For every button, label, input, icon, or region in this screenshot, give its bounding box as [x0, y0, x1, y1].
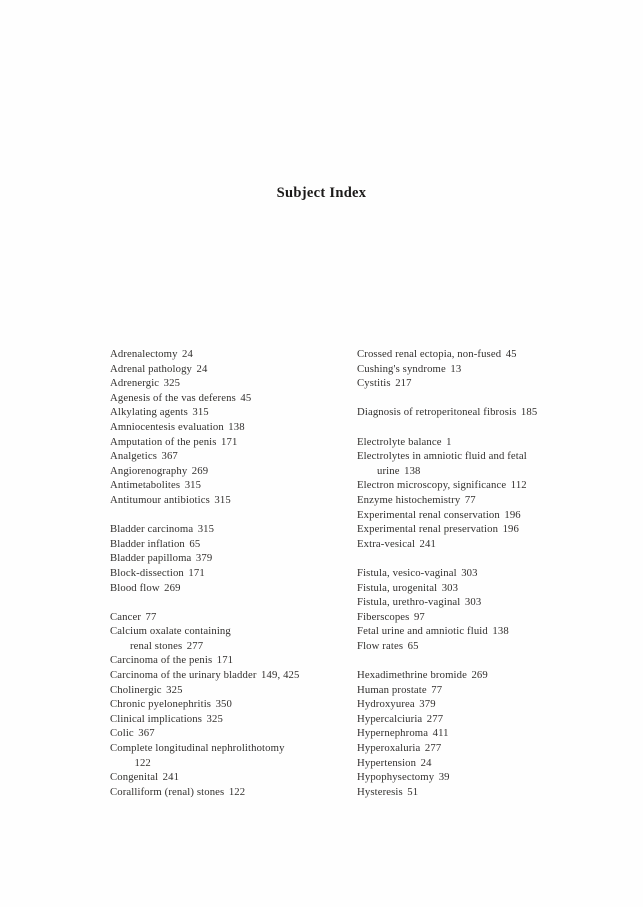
index-entry: [357, 464, 615, 479]
index-entry-pages: 171: [216, 654, 234, 667]
index-entry-pages: 303: [441, 581, 459, 594]
index-entry: [110, 741, 360, 756]
page-title: Subject Index: [276, 185, 367, 201]
index-entry: [110, 493, 360, 508]
index-entry-text: Fistula, vesico-vaginal: [357, 566, 457, 579]
index-entry: [110, 449, 360, 464]
index-entry-text: Antimetabolites: [110, 479, 181, 492]
index-entry-text: Carcinoma of the penis: [110, 654, 213, 667]
index-entry-pages: 112: [510, 479, 527, 492]
index-entry: [110, 653, 360, 668]
index-entry-text: Colic: [110, 727, 134, 740]
index-entry: [110, 624, 360, 639]
index-entry-text: Hydroxyurea: [357, 698, 415, 711]
index-entry: [357, 508, 615, 523]
index-entry: [357, 347, 615, 362]
index-entry-pages: 122: [228, 785, 246, 798]
index-entry: [110, 770, 360, 785]
index-entry: [110, 391, 360, 406]
index-entry-text: Crossed renal ectopia, non-fused: [357, 348, 502, 360]
index-entry-text: Adrenalectomy: [110, 348, 178, 360]
index-entry-pages: 379: [419, 698, 436, 711]
index-entry: [357, 624, 615, 639]
index-entry-pages: 149, 425: [261, 669, 300, 682]
index-group-b: [110, 522, 360, 595]
index-entry-pages: 185: [520, 406, 538, 419]
index-entry: [110, 362, 360, 377]
index-entry-text: Complete longitudinal nephrolithotomy: [110, 742, 285, 755]
index-entry-text: Agenesis of the vas deferens: [110, 391, 236, 404]
index-entry-pages: 138: [404, 464, 421, 477]
index-entry-pages: 367: [138, 727, 155, 740]
index-entry-pages: 269: [471, 669, 488, 682]
index-entry-text: Alkylating agents: [110, 406, 188, 419]
index-column-right: [357, 347, 615, 799]
index-entry: [357, 639, 615, 654]
index-entry-text: Enzyme histochemistry: [357, 493, 461, 506]
index-entry: [110, 522, 360, 537]
index-entry-text: Amniocentesis evaluation: [110, 420, 224, 433]
index-entry-pages: 325: [166, 683, 183, 696]
index-group-a: [110, 347, 360, 508]
index-entry-pages: 24: [182, 348, 193, 360]
index-entry-pages: 77: [145, 610, 157, 623]
index-entry-text: Antitumour antibiotics: [110, 493, 210, 506]
index-entry: [357, 770, 615, 785]
index-entry: [357, 581, 615, 596]
index-entry-text: Electron microscopy, significance: [357, 479, 507, 492]
index-entry-pages: 315: [197, 523, 215, 536]
index-entry: [357, 435, 615, 450]
index-entry-pages: 277: [426, 712, 444, 725]
index-entry: [110, 405, 360, 420]
index-entry: [357, 741, 615, 756]
index-entry: [110, 610, 360, 625]
index-entry-pages: 325: [206, 712, 223, 725]
index-entry: [357, 595, 615, 610]
index-entry-pages: 51: [407, 785, 419, 798]
index-entry-pages: 24: [196, 362, 208, 375]
index-group-h: [357, 668, 615, 799]
index-group-d: [357, 405, 615, 420]
index-entry-pages: 303: [461, 566, 478, 579]
index-entry-pages: 325: [163, 377, 181, 390]
index-entry-text: Fistula, urethro-vaginal: [357, 596, 461, 609]
index-entry-pages: 1: [446, 435, 452, 448]
index-entry-text: renal stones: [130, 639, 183, 652]
index-entry-text: Angiorenography: [110, 464, 188, 477]
index-entry-text: Fiberscopes: [357, 610, 410, 623]
index-entry-text: Experimental renal preservation: [357, 523, 499, 536]
index-entry-pages: 277: [424, 742, 442, 755]
index-entry: [110, 435, 360, 450]
index-entry: [357, 566, 615, 581]
index-entry-pages: 217: [395, 377, 412, 390]
index-entry-text: Block-dissection: [110, 566, 184, 579]
index-entry-text: Coralliform (renal) stones: [110, 785, 225, 798]
index-entry-pages: 65: [189, 537, 201, 550]
index-entry-pages: 350: [215, 698, 232, 711]
index-entry: [357, 493, 615, 508]
index-entry: [110, 537, 360, 552]
index-entry: [110, 581, 360, 596]
index-entry-text: Flow rates: [357, 639, 404, 652]
index-entry: [110, 551, 360, 566]
index-entry-pages: 196: [504, 508, 521, 521]
index-entry-pages: 138: [492, 625, 509, 638]
index-entry-pages: 65: [407, 639, 419, 652]
index-entry-text: Blood flow: [110, 581, 160, 594]
index-entry-text: Diagnosis of retroperitoneal fibrosis: [357, 406, 517, 419]
index-entry-pages: 269: [191, 464, 209, 477]
index-entry: [110, 478, 360, 493]
index-entry-pages: 411: [432, 727, 449, 740]
index-entry: [110, 697, 360, 712]
index-entry-text: Amputation of the penis: [110, 435, 217, 448]
index-entry-text: Extra-vesical: [357, 537, 416, 550]
index-entry: [110, 639, 360, 654]
index-entry-text: Fistula, urogenital: [357, 581, 438, 594]
index-entry-text: Cushing's syndrome: [357, 362, 446, 375]
index-entry-text: Hypercalciuria: [357, 712, 423, 725]
index-entry: [357, 610, 615, 625]
index-entry-text: Congenital: [110, 771, 159, 784]
index-entry: [110, 668, 360, 683]
index-entry-pages: 379: [195, 552, 213, 565]
index-entry: [357, 362, 615, 377]
index-entry-pages: 171: [221, 435, 238, 448]
index-group-c: [357, 347, 615, 391]
index-entry-pages: 45: [240, 391, 252, 404]
index-entry: [357, 726, 615, 741]
index-entry: [357, 785, 615, 800]
index-entry-pages: 171: [188, 566, 205, 579]
index-entry-pages: 269: [164, 581, 181, 594]
index-entry: [110, 712, 360, 727]
index-entry: [110, 347, 360, 362]
index-entry: [110, 756, 360, 771]
index-entry: [357, 537, 615, 552]
index-entry-text: Bladder carcinoma: [110, 523, 194, 536]
index-entry-pages: 315: [184, 479, 202, 492]
index-entry-text: Bladder papilloma: [110, 552, 192, 565]
index-entry-pages: 303: [464, 596, 482, 609]
index-column-left: [110, 347, 360, 799]
index-entry-pages: 315: [214, 493, 231, 506]
index-entry: [357, 668, 615, 683]
index-entry-text: Electrolyte balance: [357, 435, 442, 448]
index-group-c: [110, 610, 360, 800]
index-entry-text: Chronic pyelonephritis: [110, 698, 212, 711]
index-entry-pages: 77: [464, 493, 476, 506]
index-entry-text: Calcium oxalate containing: [110, 625, 231, 638]
index-entry-text: Hypernephroma: [357, 727, 429, 740]
index-entry: [357, 478, 615, 493]
index-entry-text: Clinical implications: [110, 712, 203, 725]
index-entry-text: Cystitis: [357, 377, 391, 390]
index-entry-pages: 39: [438, 771, 450, 784]
index-entry-text: Hysteresis: [357, 785, 403, 798]
index-entry-text: Hypertension: [357, 756, 417, 769]
index-entry-text: Human prostate: [357, 683, 427, 696]
index-entry-text: Bladder inflation: [110, 537, 185, 550]
index-entry-pages: 45: [505, 348, 517, 360]
index-entry-text: Electrolytes in amniotic fluid and fetal: [357, 450, 527, 463]
index-entry: [110, 420, 360, 435]
index-entry: [110, 566, 360, 581]
index-entry-pages: 277: [186, 639, 204, 652]
index-entry-text: urine: [377, 464, 400, 477]
index-entry: [357, 756, 615, 771]
index-entry-pages: 122: [134, 756, 151, 769]
index-entry: [110, 785, 360, 800]
index-entry-text: Hexadimethrine bromide: [357, 669, 467, 682]
index-entry-text: Adrenergic: [110, 377, 160, 390]
index-entry-text: Carcinoma of the urinary bladder: [110, 669, 257, 682]
index-entry: [357, 697, 615, 712]
index-entry-pages: 24: [420, 756, 432, 769]
index-entry-text: Cholinergic: [110, 683, 162, 696]
index-entry-text: Adrenal pathology: [110, 362, 193, 375]
index-entry: [110, 464, 360, 479]
index-entry: [357, 405, 615, 420]
index-entry-text: Cancer: [110, 610, 142, 623]
index-group-e: [357, 435, 615, 552]
index-entry-pages: 241: [162, 771, 180, 784]
index-entry-pages: 77: [431, 683, 443, 696]
index-group-f: [357, 566, 615, 654]
index-columns: [0, 347, 643, 807]
index-entry-text: Hyperoxaluria: [357, 742, 421, 755]
index-entry: [357, 449, 615, 464]
index-entry: [110, 683, 360, 698]
index-entry-pages: 241: [419, 537, 436, 550]
index-entry-text: Hypophysectomy: [357, 771, 435, 784]
index-entry-pages: 13: [450, 362, 462, 375]
index-entry-text: Experimental renal conservation: [357, 508, 500, 521]
index-entry-pages: 315: [192, 406, 209, 419]
index-entry: [357, 376, 615, 391]
index-entry: [110, 376, 360, 391]
index-entry-pages: 97: [413, 610, 425, 623]
index-entry: [357, 712, 615, 727]
index-entry: [110, 726, 360, 741]
index-entry: [357, 683, 615, 698]
index-entry: [357, 522, 615, 537]
index-entry-pages: 196: [502, 523, 519, 536]
index-entry-text: Analgetics: [110, 450, 157, 463]
index-entry-pages: 367: [161, 450, 178, 463]
index-entry-text: Fetal urine and amniotic fluid: [357, 625, 488, 638]
index-entry-pages: 138: [228, 420, 245, 433]
